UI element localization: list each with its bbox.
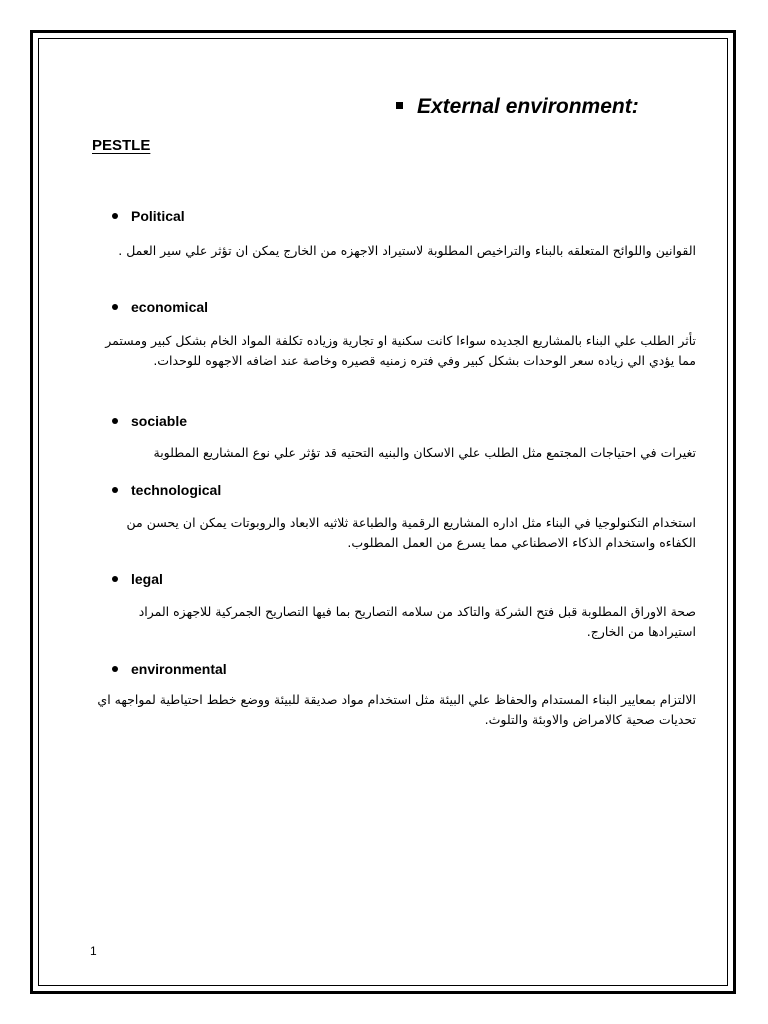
pestle-item-body-technological: استخدام التكنولوجيا في البناء مثل اداره المشاريع الرقمية والطباعة ثلاثيه الابعاد والروبوتات يمكن ان يحسن من الكفاءه واستخدام الذكاء الاصطناعي مما يسرع من العمل المطلوب. [126, 515, 696, 550]
bullet-icon [112, 304, 118, 310]
bullet-icon [112, 213, 118, 219]
pestle-item-title-environmental: environmental [112, 661, 227, 677]
bullet-icon [112, 576, 118, 582]
heading-text: External environment: [417, 95, 639, 118]
page-border-inner [38, 38, 728, 986]
pestle-item-title-technological: technological [112, 482, 221, 498]
pestle-item-body-economical: تأثر الطلب علي البناء بالمشاريع الجديده سواءا كانت سكنية او تجارية وزياده تكلفة المواد الخام بشكل كبير ومستمر مما يؤدي الي زياده سعر الوحدات بشكل كبير وفي فتره زمنيه قصيره وخاصة عند اضافه الاجهوه للوحدات. [105, 333, 696, 368]
bullet-icon [112, 418, 118, 424]
page-number: 1 [90, 944, 97, 958]
pestle-item-title-sociable: sociable [112, 413, 187, 429]
page-heading [396, 95, 639, 119]
section-title: PESTLE [92, 137, 151, 154]
pestle-item-body-environmental: الالتزام بمعايير البناء المستدام والحفاظ علي البيئة مثل استخدام مواد صديقة للبيئة ووضع خطط احتياطية لمواجهه اي تحديات صحية كالامراض والاوبئة والتلوث. [97, 692, 696, 727]
pestle-item-body-sociable: تغيرات في احتياجات المجتمع مثل الطلب علي الاسكان والبنيه التحتيه قد تؤثر علي نوع المشاريع المطلوبة [153, 445, 696, 460]
square-bullet-icon [396, 102, 403, 109]
pestle-item-title-economical: economical [112, 299, 208, 315]
pestle-item-title-political: Political [112, 208, 185, 224]
bullet-icon [112, 666, 118, 672]
bullet-icon [112, 487, 118, 493]
pestle-item-title-legal: legal [112, 571, 163, 587]
pestle-item-body-legal: صحة الاوراق المطلوبة قبل فتح الشركة والتاكد من سلامه التصاريح بما فيها التصاريح الجمركية للاجهزه المراد استيرادها من الخارج. [138, 604, 696, 639]
pestle-item-body-political: القوانين واللوائح المتعلقه بالبناء والتراخيص المطلوبة لاستيراد الاجهزه من الخارج يمكن ان تؤثر علي سير العمل . [118, 243, 696, 258]
